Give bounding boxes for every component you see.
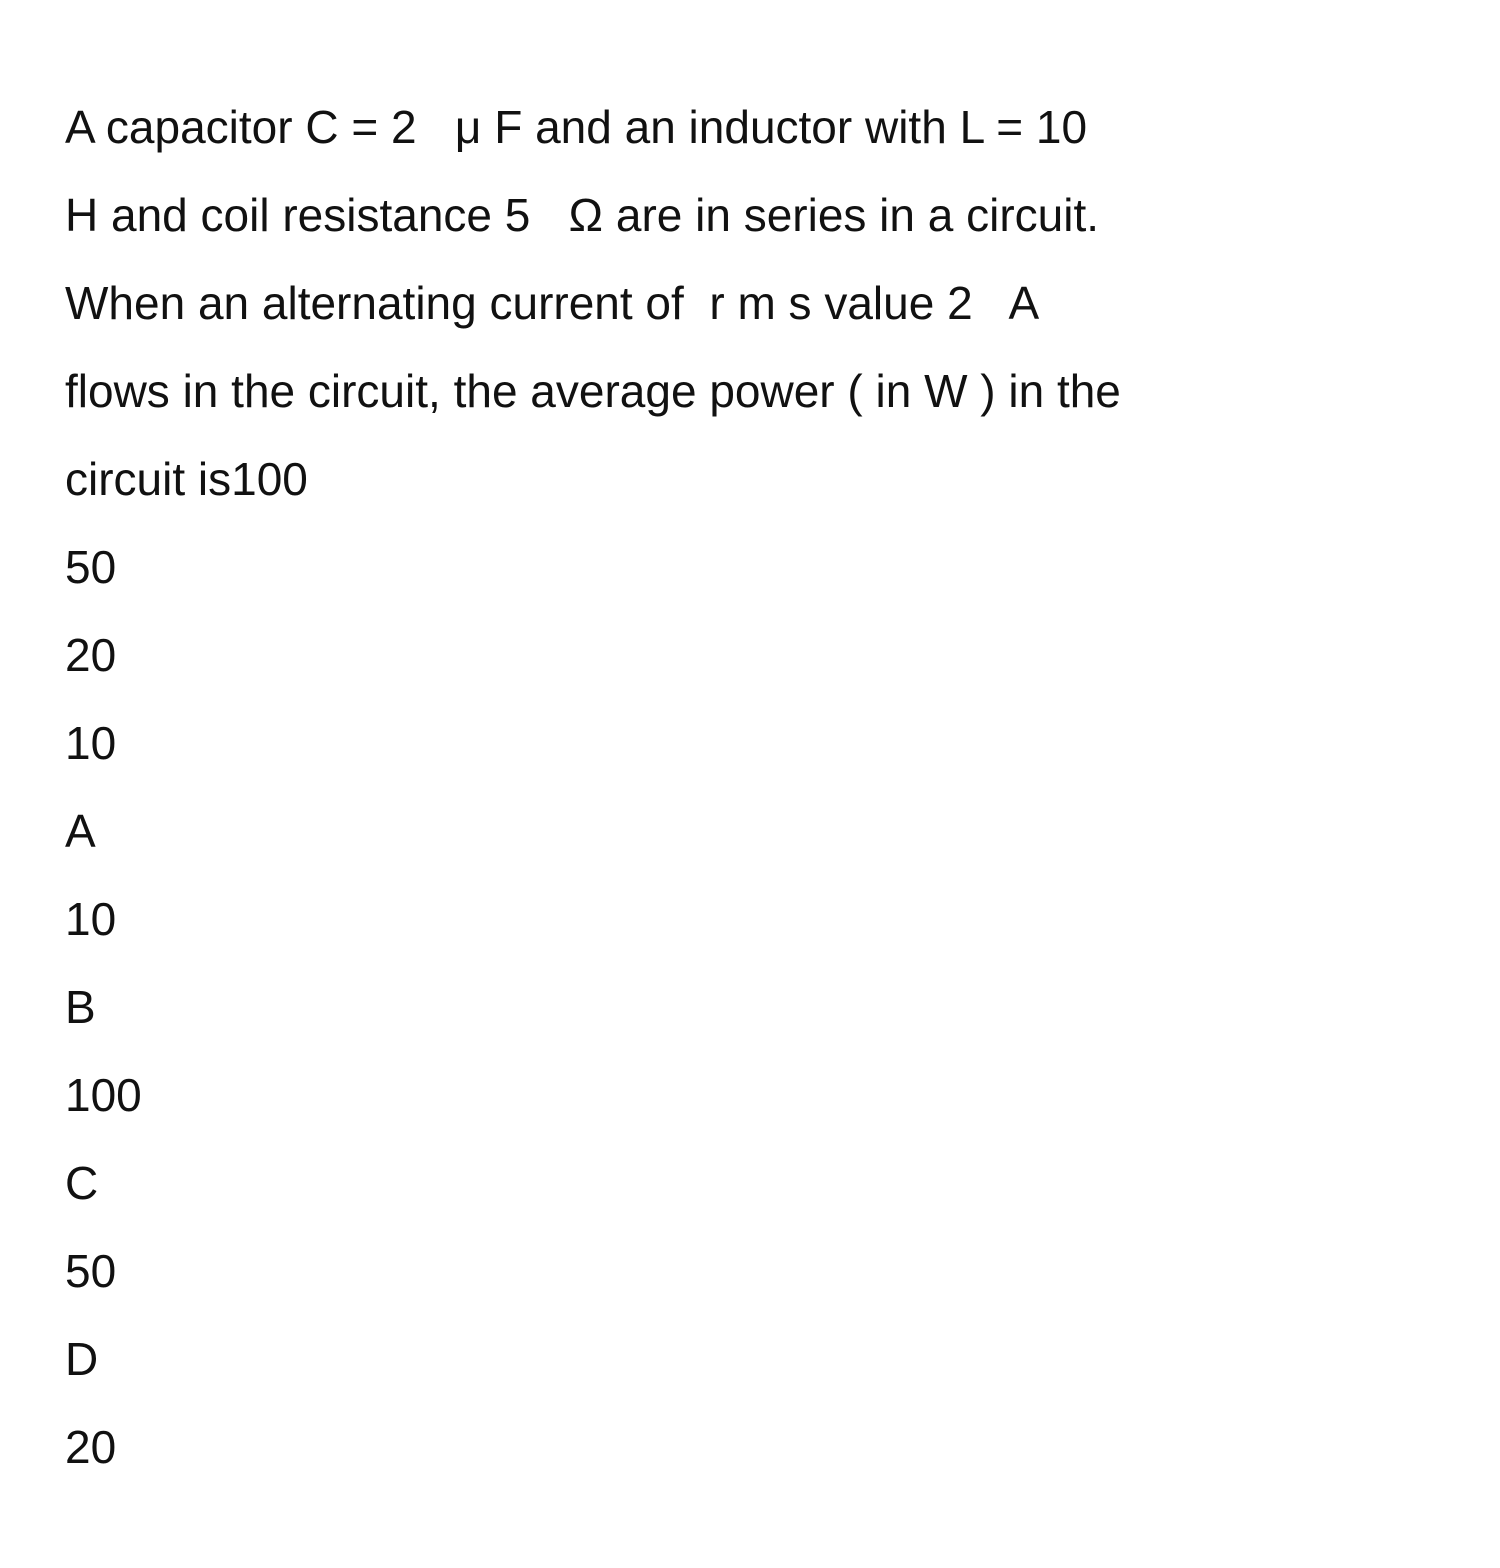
inline-value: 10	[65, 717, 117, 769]
option-b[interactable]	[65, 963, 1465, 1139]
option-letter: B	[65, 981, 96, 1033]
option-a[interactable]	[65, 787, 1465, 963]
question-line: flows in the circuit, the average power ( in W ) in the	[65, 365, 1121, 417]
inline-value: 20	[65, 629, 117, 681]
option-value: 10	[65, 893, 117, 945]
question-document	[65, 83, 1465, 1491]
option-letter: A	[65, 805, 96, 857]
option-letter: C	[65, 1157, 99, 1209]
option-letter: D	[65, 1333, 99, 1385]
option-value: 100	[65, 1069, 142, 1121]
option-c[interactable]	[65, 1139, 1465, 1315]
question-line: circuit is100	[65, 453, 308, 505]
question-line: H and coil resistance 5 Ω are in series in a circuit.	[65, 189, 1100, 241]
inline-value: 50	[65, 541, 117, 593]
question-line: When an alternating current of r m s value 2 A	[65, 277, 1040, 329]
option-value: 50	[65, 1245, 117, 1297]
option-value: 20	[65, 1421, 117, 1473]
question-line: A capacitor C = 2 μ F and an inductor with L = 10	[65, 101, 1088, 153]
option-d[interactable]	[65, 1315, 1465, 1491]
question-text	[65, 83, 1465, 523]
